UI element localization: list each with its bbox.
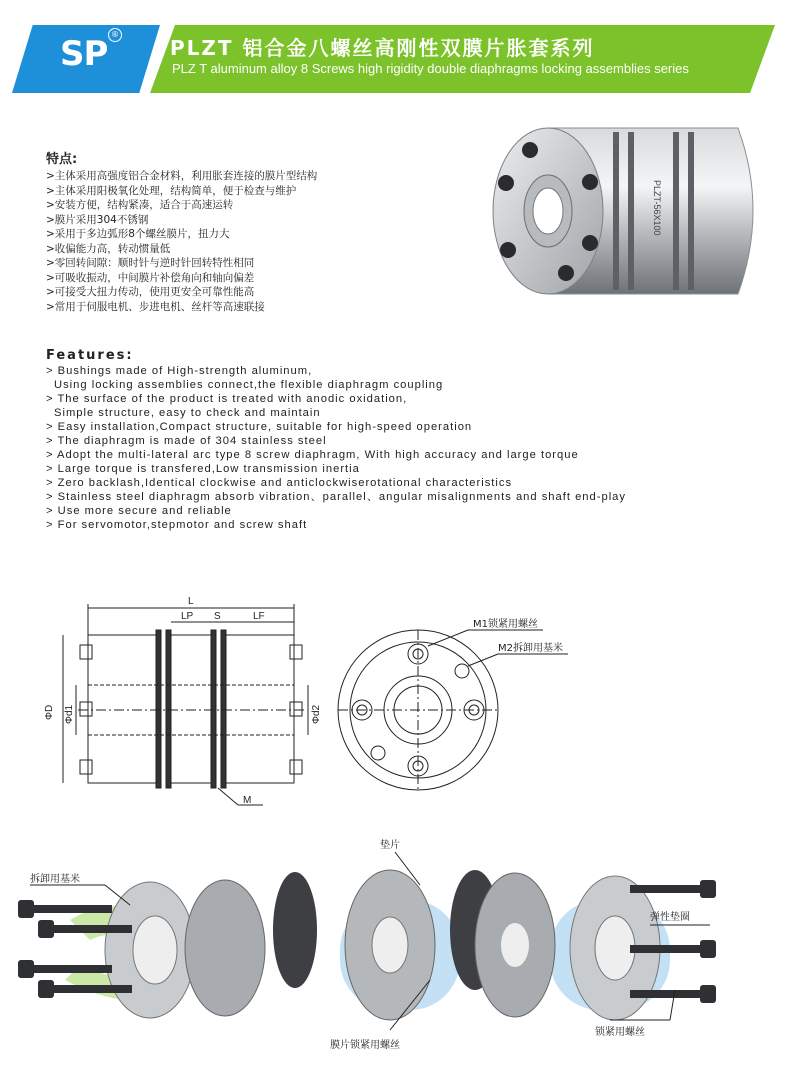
features-cn-item: >常用于伺服电机、步进电机、丝杆等高速联接 xyxy=(46,300,265,313)
label-m2-removal: M2拆卸用基米 xyxy=(498,643,563,654)
features-cn-item: >零回转间隙：顺时针与逆时针回转特性相同 xyxy=(46,257,255,269)
product-engraving: PLZT-56X100 xyxy=(652,180,662,236)
features-en xyxy=(46,348,766,532)
features-en-item: > Easy installation,Compact structure, suitable for high-speed operation xyxy=(46,421,473,433)
features-en-item: > Adopt the multi-lateral arc type 8 screw diaphragm, With high accuracy and large torque xyxy=(46,449,579,461)
product-photo xyxy=(478,110,778,310)
features-en-item: Using locking assemblies connect,the flexible diaphragm coupling xyxy=(54,379,444,391)
dim-LF: LF xyxy=(253,611,265,622)
features-cn-item: >采用于多边弧形8个螺丝膜片，扭力大 xyxy=(46,228,230,240)
page-header xyxy=(0,0,790,110)
features-en-item: > The diaphragm is made of 304 stainless steel xyxy=(46,435,327,447)
label-spring-washer: 弹性垫圈 xyxy=(650,912,690,923)
features-en-item: > Stainless steel diaphragm absorb vibration、parallel、angular misalignments and shaft end-play xyxy=(46,491,626,503)
features-en-item: > Zero backlash,Identical clockwise and anticlockwiserotational characteristics xyxy=(46,477,513,489)
registered-mark: ® xyxy=(108,28,122,42)
features-en-item: > Large torque is transfered,Low transmission inertia xyxy=(46,463,360,475)
left-hub-outline xyxy=(88,635,156,783)
features-en-item: > The surface of the product is treated with anodic oxidation, xyxy=(46,393,408,405)
features-cn-item: >收偏能力高，转动惯量低 xyxy=(46,242,171,255)
features-cn xyxy=(46,148,466,314)
features-cn-heading: 特点: xyxy=(46,152,78,167)
dim-D: ΦD xyxy=(44,704,55,720)
dim-L: L xyxy=(188,596,194,607)
technical-drawing xyxy=(38,590,618,815)
label-removal: 拆卸用基米 xyxy=(30,874,80,885)
features-cn-item: >主体采用阳极氧化处理，结构简单，便于检查与维护 xyxy=(46,184,297,197)
features-en-item: > Bushings made of High-strength aluminum, xyxy=(46,365,313,377)
features-cn-item: >膜片采用304不锈钢 xyxy=(46,213,149,226)
features-cn-item: >可接受大扭力传动，使用更安全可靠性能高 xyxy=(46,286,255,298)
features-cn-item: >主体采用高强度铝合金材料，利用胀套连接的膜片型结构 xyxy=(46,170,318,182)
logo-text: SP xyxy=(60,34,108,74)
right-hub-outline xyxy=(226,635,294,783)
page-subtitle: PLZ T aluminum alloy 8 Screws high rigidity double diaphragms locking assemblies series xyxy=(172,61,689,76)
dim-d2: Φd2 xyxy=(311,704,322,724)
label-lock-screw: 锁紧用螺丝 xyxy=(595,1027,645,1038)
spacer-outline xyxy=(171,635,211,783)
features-en-item: > Use more secure and reliable xyxy=(46,505,232,517)
label-m1-screw: M1锁紧用螺丝 xyxy=(473,619,538,630)
dim-LP: LP xyxy=(181,611,194,622)
features-en-item: > For servomotor,stepmotor and screw shaft xyxy=(46,519,308,531)
label-shim: 垫片 xyxy=(380,840,400,851)
page-title: PLZT 铝合金八螺丝高刚性双膜片胀套系列 xyxy=(170,36,595,60)
features-en-heading: Features: xyxy=(46,348,134,363)
exploded-view xyxy=(10,830,785,1075)
features-cn-item: >安装方便，结构紧凑，适合于高速运转 xyxy=(46,199,234,211)
features-en-item: Simple structure, easy to check and maintain xyxy=(54,407,321,419)
features-cn-item: >可吸收振动，中间膜片补偿角向和轴向偏差 xyxy=(46,271,255,284)
dim-d1: Φd1 xyxy=(64,704,75,724)
dim-S: S xyxy=(214,611,221,622)
label-diaphragm-screw: 膜片锁紧用螺丝 xyxy=(330,1040,400,1051)
dim-M: M xyxy=(243,795,252,806)
